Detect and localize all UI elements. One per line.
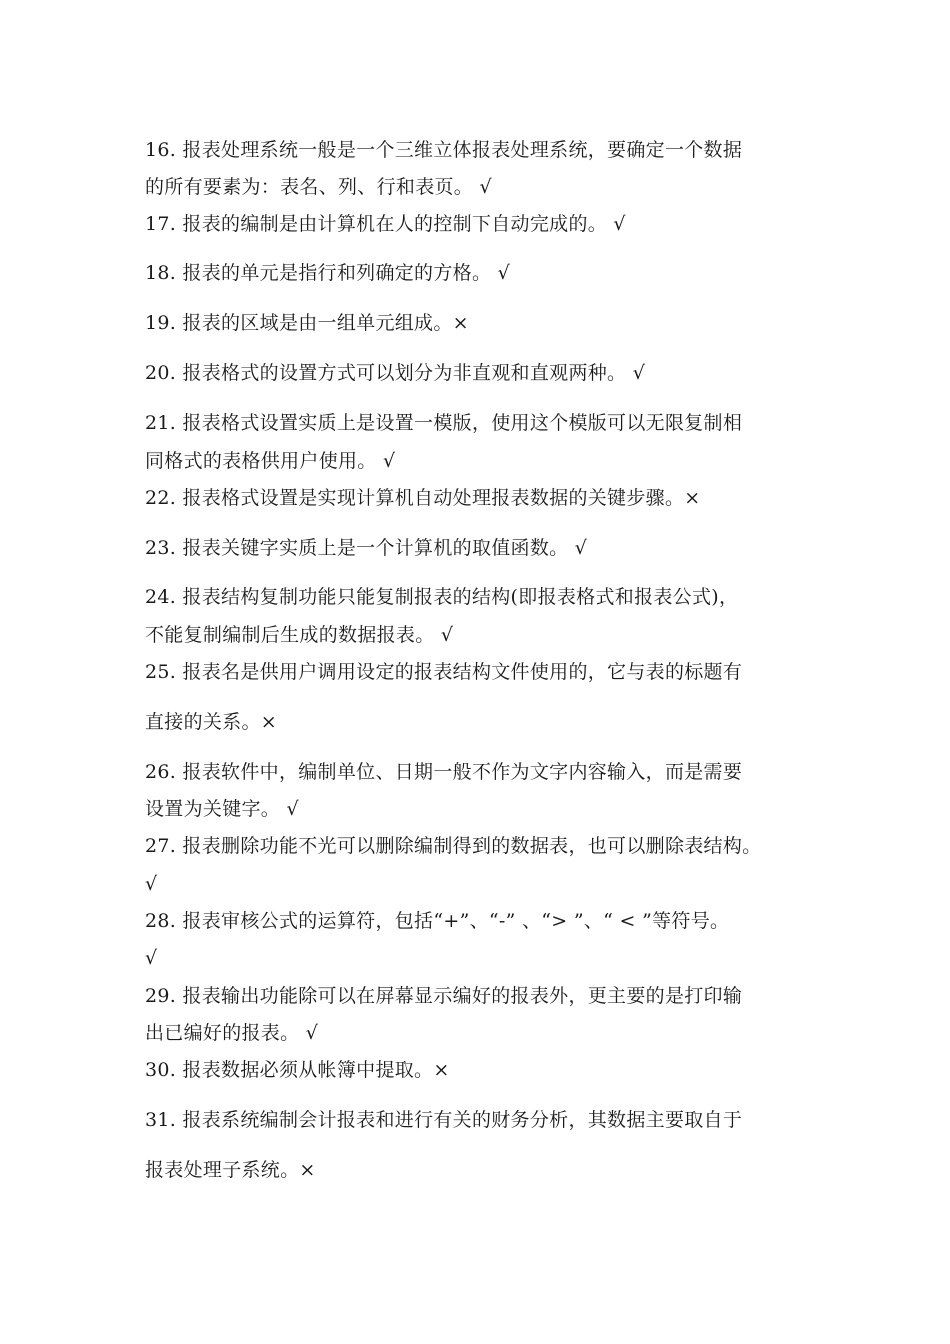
text-line: 24. 报表结构复制功能只能复制报表的结构(即报表格式和报表公式)，	[145, 586, 739, 608]
text-line: 16. 报表处理系统一般是一个三维立体报表处理系统，要确定一个数据	[145, 139, 743, 161]
text-line: 不能复制编制后生成的数据报表。 √	[145, 624, 454, 646]
text-line: 23. 报表关键字实质上是一个计算机的取值函数。 √	[145, 537, 588, 559]
text-line: √	[145, 947, 158, 969]
text-line: 27. 报表删除功能不光可以删除编制得到的数据表，也可以删除表结构。	[145, 835, 762, 857]
text-line: 21. 报表格式设置实质上是设置一模版，使用这个模版可以无限复制相	[145, 412, 743, 434]
text-line: 设置为关键字。 √	[145, 798, 299, 820]
text-line: 28. 报表审核公式的运算符，包括“+”、“-” 、“> ”、“ < ”等符号。	[145, 910, 730, 932]
text-line: 22. 报表格式设置是实现计算机自动处理报表数据的关键步骤。×	[145, 487, 701, 509]
text-line: 20. 报表格式的设置方式可以划分为非直观和直观两种。 √	[145, 362, 646, 384]
text-line: 19. 报表的区域是由一组单元组成。×	[145, 312, 469, 334]
text-line: 的所有要素为：表名、列、行和表页。 √	[145, 176, 492, 198]
text-line: 18. 报表的单元是指行和列确定的方格。 √	[145, 262, 511, 284]
text-line: 直接的关系。×	[145, 711, 278, 733]
text-line: 30. 报表数据必须从帐簿中提取。×	[145, 1059, 450, 1081]
text-line: 31. 报表系统编制会计报表和进行有关的财务分析，其数据主要取自于	[145, 1109, 743, 1131]
text-line: 出已编好的报表。 √	[145, 1022, 319, 1044]
text-line: 同格式的表格供用户使用。 √	[145, 450, 396, 472]
text-line: 17. 报表的编制是由计算机在人的控制下自动完成的。 √	[145, 213, 626, 235]
text-line: 报表处理子系统。×	[145, 1159, 316, 1181]
text-line: 25. 报表名是供用户调用设定的报表结构文件使用的，它与表的标题有	[145, 661, 743, 683]
text-line: 26. 报表软件中，编制单位、日期一般不作为文字内容输入，而是需要	[145, 761, 743, 783]
text-line: √	[145, 873, 158, 895]
text-line: 29. 报表输出功能除可以在屏幕显示编好的报表外，更主要的是打印输	[145, 985, 743, 1007]
